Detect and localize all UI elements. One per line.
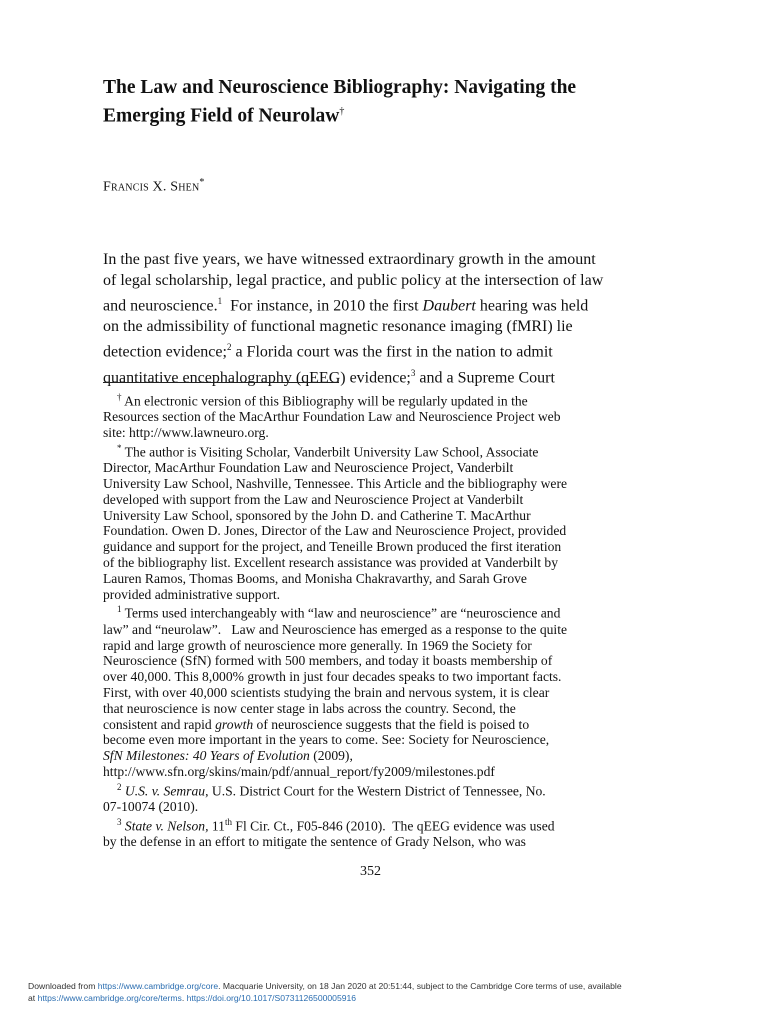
- footnote-text: Terms used interchangeably with “law and neuroscience” are “neuroscience and: [121, 605, 561, 621]
- author-name: [103, 177, 205, 196]
- download-text: at: [28, 993, 38, 1003]
- body-line-2: of legal scholarship, legal practice, and public policy at the intersection of law: [103, 272, 604, 289]
- footnote-mark: 2: [117, 781, 122, 792]
- footnote-line: that neuroscience is now center stage in labs across the country. Second, the: [103, 700, 516, 716]
- footnote-3: [103, 815, 693, 850]
- title-footnote-mark: †: [339, 106, 345, 117]
- footnote-line: [103, 815, 693, 834]
- footnote-dagger: [103, 390, 693, 441]
- body-text-span: hearing was held: [475, 297, 589, 315]
- footnote-line: of the bibliography list. Excellent research assistance was provided at Vanderbilt by: [103, 555, 559, 571]
- footnote-line: [103, 441, 693, 460]
- footnote-line: provided administrative support.: [103, 586, 281, 602]
- download-text: Downloaded from: [28, 981, 98, 991]
- body-text-span: quantitative encephalography (qEEG) evidence;: [103, 368, 411, 386]
- title-line-2: Emerging Field of Neurolaw: [103, 105, 340, 127]
- footnote-line: Director, MacArthur Foundation Law and Neuroscience Project, Vanderbilt: [103, 460, 514, 476]
- footnote-line: guidance and support for the project, and Teneille Brown produced the first iteration: [103, 539, 562, 555]
- footnote-ref-3[interactable]: 3: [410, 367, 416, 378]
- case-name-italic: Daubert: [422, 297, 476, 315]
- footnote-text: , U.S. District Court for the Western District of Tennessee, No.: [205, 783, 546, 799]
- terms-link[interactable]: https://www.cambridge.org/core/terms: [37, 993, 182, 1003]
- footnote-line: Resources section of the MacArthur Foundation Law and Neuroscience Project web: [103, 409, 561, 425]
- footnote-line: University Law School, Nashville, Tennessee. This Article and the bibliography were: [103, 476, 568, 492]
- cambridge-core-link[interactable]: https://www.cambridge.org/core: [97, 981, 219, 991]
- footnote-text: (2009),: [309, 748, 353, 764]
- author-footnote-mark: *: [199, 177, 205, 188]
- download-text: .: [181, 993, 187, 1003]
- footnote-line: University Law School, sponsored by the John D. and Catherine T. MacArthur: [103, 507, 531, 523]
- body-text-span: and neuroscience.: [103, 297, 218, 315]
- footnote-line: become even more important in the years to come. See: Society for Neuroscience,: [103, 732, 550, 748]
- body-text-span: detection evidence;: [103, 343, 227, 361]
- footnote-separator: [103, 382, 339, 383]
- footnote-ref-2[interactable]: 2: [226, 342, 232, 353]
- download-notice: [28, 980, 758, 1004]
- footnote-star: [103, 441, 693, 603]
- footnote-line: [103, 780, 693, 799]
- body-line-1: In the past five years, we have witnessed extraordinary growth in the amount: [103, 251, 596, 268]
- footnote-mark: 3: [117, 816, 122, 827]
- footnote-1: [103, 602, 693, 779]
- body-line-3: [103, 291, 683, 316]
- body-text-span: For instance, in 2010 the first: [222, 297, 423, 315]
- footnote-line: First, with over 40,000 scientists studying the brain and nervous system, it is clear: [103, 684, 550, 700]
- title-line-1: The Law and Neuroscience Bibliography: Navigating the: [103, 77, 577, 98]
- footnote-line: [103, 717, 693, 733]
- body-line-4: on the admissibility of functional magnetic resonance imaging (fMRI) lie: [103, 318, 573, 336]
- footnote-text: of neuroscience suggests that the field is poised to: [253, 716, 530, 732]
- page-number: 352: [360, 864, 381, 879]
- footnote-text: An electronic version of this Bibliography will be regularly updated in the: [121, 393, 528, 409]
- footnote-mark: †: [117, 392, 122, 402]
- footnotes-section: [103, 390, 693, 850]
- footnote-line: rapid and large growth of neuroscience more generally. In 1969 the Society for: [103, 637, 532, 653]
- footnote-line: law” and “neurolaw”. Law and Neuroscience has emerged as a response to the quite: [103, 621, 568, 637]
- download-text: . Macquarie University, on 18 Jan 2020 at 20:51:44, subject to the Cambridge Core terms of use, available: [218, 981, 622, 991]
- body-text-span: and a Supreme Court: [415, 368, 555, 386]
- body-paragraph: [103, 249, 683, 388]
- footnote-line: Lauren Ramos, Thomas Booms, and Monisha Chakravarthy, and Sarah Grove: [103, 570, 527, 586]
- emphasis-italic: growth: [215, 716, 254, 732]
- author-text: Francis X. Shen: [103, 179, 200, 195]
- footnote-text: The author is Visiting Scholar, Vanderbilt University Law School, Associate: [121, 444, 539, 460]
- footnote-text: 11: [208, 818, 225, 834]
- footnote-2: [103, 780, 693, 815]
- footnote-line: over 40,000. This 8,000% growth in just four decades speaks to two important facts.: [103, 669, 562, 685]
- footnote-line: [103, 748, 693, 764]
- body-line-6: [103, 363, 683, 388]
- footnote-line: developed with support from the Law and Neuroscience Project at Vanderbilt: [103, 491, 524, 507]
- footnote-url[interactable]: http://www.sfn.org/skins/main/pdf/annual_report/fy2009/milestones.pdf: [103, 763, 495, 779]
- ordinal-suffix: th: [224, 816, 232, 827]
- article-title: [103, 76, 693, 129]
- footnote-text: Fl Cir. Ct., F05-846 (2010). The qEEG evidence was used: [231, 818, 555, 834]
- case-name-italic: State v. Nelson,: [124, 818, 209, 834]
- case-name-italic: U.S. v. Semrau: [124, 783, 206, 799]
- footnote-text: consistent and rapid: [103, 716, 216, 732]
- footnote-line: [103, 390, 693, 409]
- footnote-line: site: http://www.lawneuro.org.: [103, 425, 269, 441]
- footnote-line: by the defense in an effort to mitigate the sentence of Grady Nelson, who was: [103, 834, 526, 850]
- footnote-line: Neuroscience (SfN) formed with 500 members, and today it boasts membership of: [103, 653, 553, 669]
- doi-link[interactable]: https://doi.org/10.1017/S0731126500005916: [186, 993, 357, 1003]
- footnote-mark: 1: [117, 604, 122, 615]
- footnote-line: Foundation. Owen D. Jones, Director of the Law and Neuroscience Project, provided: [103, 523, 567, 539]
- footnote-line: 07-10074 (2010).: [103, 799, 199, 815]
- footnote-mark: *: [117, 442, 122, 453]
- footnote-line: [103, 602, 693, 621]
- footnote-ref-1[interactable]: 1: [217, 296, 223, 306]
- body-line-5: [103, 337, 683, 362]
- citation-italic: SfN Milestones: 40 Years of Evolution: [103, 748, 310, 764]
- body-text-span: a Florida court was the first in the nation to admit: [231, 343, 553, 361]
